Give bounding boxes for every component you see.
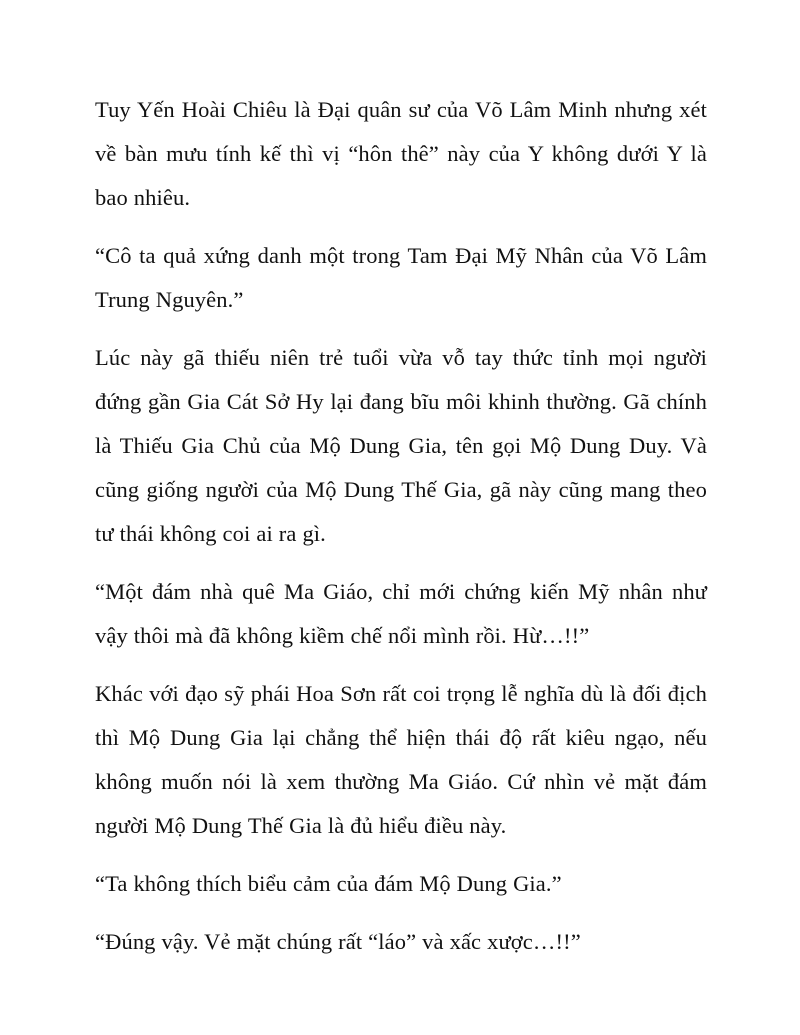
paragraph-5: Khác với đạo sỹ phái Hoa Sơn rất coi trọng lễ nghĩa dù là đối địch thì Mộ Dung Gia lại chẳng thể hiện thái độ rất kiêu ngạo, nếu không muốn nói là xem thường Ma Giáo. Cứ nhìn vẻ mặt đám người Mộ Dung Thế Gia là đủ hiểu điều này. <box>95 681 707 838</box>
paragraph-3: Lúc này gã thiếu niên trẻ tuổi vừa vỗ tay thức tỉnh mọi người đứng gần Gia Cát Sở Hy lại đang bĩu môi khinh thường. Gã chính là Thiếu Gia Chủ của Mộ Dung Gia, tên gọi Mộ Dung Duy. Và cũng giống người của Mộ Dung Thế Gia, gã này cũng mang theo tư thái không coi ai ra gì. <box>95 345 707 546</box>
paragraph-7: “Đúng vậy. Vẻ mặt chúng rất “láo” và xấc xược…!!” <box>95 929 581 954</box>
paragraph-6: “Ta không thích biểu cảm của đám Mộ Dung Gia.” <box>95 871 562 896</box>
paragraph-4: “Một đám nhà quê Ma Giáo, chỉ mới chứng kiến Mỹ nhân như vậy thôi mà đã không kiềm chế nổi mình rồi. Hừ…!!” <box>95 579 707 648</box>
paragraph-2: “Cô ta quả xứng danh một trong Tam Đại Mỹ Nhân của Võ Lâm Trung Nguyên.” <box>95 243 707 312</box>
text-column <box>95 88 707 964</box>
paragraph-1: Tuy Yến Hoài Chiêu là Đại quân sư của Võ Lâm Minh nhưng xét về bàn mưu tính kế thì vị “hôn thê” này của Y không dưới Y là bao nhiêu. <box>95 97 707 210</box>
